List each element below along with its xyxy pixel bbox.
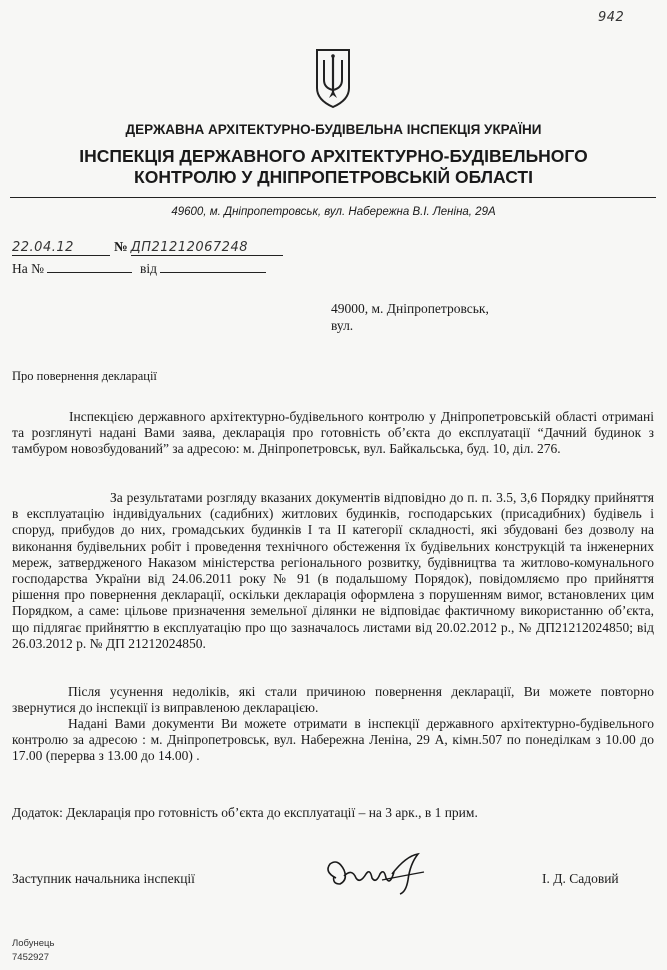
inspection-title bbox=[0, 146, 667, 188]
trident-emblem-icon bbox=[313, 44, 353, 110]
executor-phone: 7452927 bbox=[12, 952, 49, 963]
body-paragraph-1: Інспекцією державного архітектурно-будівельного контролю у Дніпропетровській області отримані та розглянуті надані Вами заява, декларація про готовність об’єкта до експлуатації “Дачний будинок з тамбуром новозбудований” за адресою: м. Дніпропетровськ, вул. Байкальська, буд. 10, діл. 276. bbox=[12, 409, 654, 457]
outgoing-number-label: № bbox=[114, 239, 128, 254]
letter-subject: Про повернення декларації bbox=[12, 369, 157, 383]
executor-name: Лобунець bbox=[12, 938, 55, 949]
attachment-note: Додаток: Декларація про готовність об’єкта до експлуатації – на 3 арк., в 1 прим. bbox=[12, 805, 478, 820]
body-paragraph-3: Після усунення недоліків, які стали причиною повернення декларації, Ви можете повторно звернутися до інспекції із виправленою декларацією. bbox=[12, 684, 654, 716]
handwritten-page-number: 942 bbox=[598, 10, 625, 25]
reply-reference bbox=[12, 259, 266, 277]
outgoing-number: ДП21212067248 bbox=[131, 240, 283, 256]
recipient-line1: 49000, м. Дніпропетровськ, bbox=[331, 301, 489, 316]
body-paragraph-2: За результатами розгляду вказаних документів відповідно до п. п. 3.5, 3,6 Порядку прийняття в експлуатацію індивідуальних (садибних) житлових будинків, господарських (присадибних) будівель і споруд, прибудов до них, громадських будинків I та II категорії складності, які збудовані без дозволу на виконання будівельних робіт і проведення технічного обстеження їх будівельних конструкцій та інженерних мереж, затвердженого Наказом міністерства регіонального розвитку, будівництва та житлово-комунального господарства України від 24.06.2011 року № 91 (в подальшому Порядок), повідомляємо про прийняття рішення про повернення декларації, оскільки декларація оформлена з порушенням вимог, встановлених цим Порядком, а саме: цільове призначення земельної ділянки не відповідає фактичному використанню об’єкта, що підлягає прийняттю в експлуатацію про що зазначалось листами від 20.02.2012 р., № ДП21212024850; від 26.03.2012 р. № ДП 21212024850. bbox=[12, 490, 654, 651]
recipient-line2: вул. bbox=[331, 318, 354, 333]
signer-name: І. Д. Садовий bbox=[542, 871, 619, 886]
agency-address: 49600, м. Дніпропетровськ, вул. Набережна В.І. Леніна, 29А bbox=[171, 206, 496, 218]
recipient-address bbox=[331, 300, 489, 334]
reply-date-label: від bbox=[140, 261, 157, 276]
reply-number-label: На № bbox=[12, 261, 44, 276]
inspection-title-line1: ІНСПЕКЦІЯ ДЕРЖАВНОГО АРХІТЕКТУРНО-БУДІВЕЛЬНОГО bbox=[79, 146, 588, 166]
reply-number-blank bbox=[47, 259, 132, 273]
inspection-title-line2: КОНТРОЛЮ У ДНІПРОПЕТРОВСЬКІЙ ОБЛАСТІ bbox=[134, 167, 533, 187]
executor-info bbox=[12, 937, 54, 965]
handwritten-signature bbox=[322, 850, 430, 898]
header-divider bbox=[10, 197, 656, 198]
reply-date-blank bbox=[160, 259, 266, 273]
signer-position: Заступник начальника інспекції bbox=[12, 871, 195, 886]
outgoing-reference bbox=[12, 238, 283, 256]
outgoing-date: 22.04.12 bbox=[12, 240, 110, 256]
body-paragraph-4: Надані Вами документи Ви можете отримати в інспекції державного архітектурно-будівельного контролю за адресою : м. Дніпропетровськ, вул. Набережна Леніна, 29 А, кімн.507 по понеділкам з 10.00 до 17.00 (перерва з 13.00 до 14.00) . bbox=[12, 716, 654, 764]
agency-title: ДЕРЖАВНА АРХІТЕКТУРНО-БУДІВЕЛЬНА ІНСПЕКЦІЯ УКРАЇНИ bbox=[125, 122, 542, 137]
